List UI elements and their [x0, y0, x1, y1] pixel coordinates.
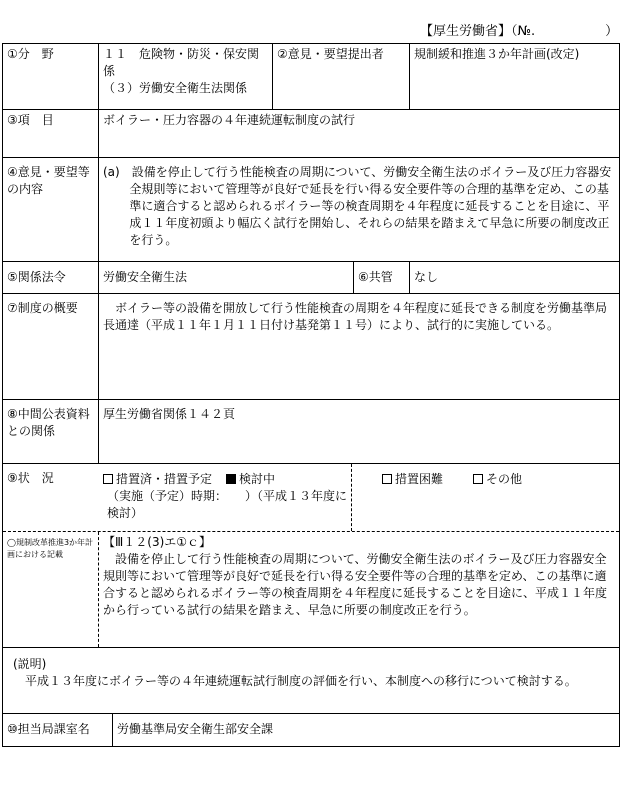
checkbox-difficult	[382, 474, 392, 484]
co-label: ⑥共管	[354, 262, 410, 293]
row-plan	[3, 532, 619, 648]
row-item	[3, 110, 619, 158]
system-value: ボイラー等の設備を開放して行う性能検査の周期を４年程度に延長できる制度を労働基準局長通達（平成１１年１月１１日付け基発第１１号）により、試行的に実施している。	[103, 301, 608, 332]
number-close: ）	[605, 24, 619, 39]
row-interim	[3, 400, 619, 464]
row-office	[3, 714, 619, 746]
option-other: その他	[473, 470, 522, 487]
submitter-value: 規制緩和推進３か年計画(改定)	[414, 47, 580, 61]
interim-value: 厚生労働省関係１４２頁	[103, 407, 236, 421]
item-label: ③項 目	[3, 110, 99, 157]
plan-label: ◯規制改革推進3か年計画における記載	[3, 532, 99, 647]
request-value: (a) 設備を停止して行う性能検査の周期について、労働安全衛生法のボイラー及び圧力容器安全規則等において管理等が良好で延長を行い得る安全要件等の合理的基準を定め、この基準に適合すると認められるボイラー等の検査周期を４年程度に延長することを目途に、平成１１年度初頭より幅広く試行を開始し、それらの結果を踏まえて早急に所要の制度改正を行う。	[103, 165, 612, 247]
form-table	[2, 43, 620, 747]
system-label: ⑦制度の概要	[3, 294, 99, 399]
explanation-value: 平成１３年度にボイラー等の４年連続運転試行制度の評価を行い、本制度への移行について検討する。	[25, 674, 577, 688]
submitter-label: ②意見・要望提出者	[273, 44, 410, 109]
row-explanation	[3, 648, 619, 714]
interim-label: ⑧中間公表資料との関係	[3, 400, 99, 463]
row-law	[3, 262, 619, 294]
number-label: （№.	[511, 24, 536, 39]
law-value: 労働安全衛生法	[99, 262, 354, 293]
row-status	[3, 464, 619, 532]
status-options	[99, 464, 619, 531]
plan-value: 設備を停止して行う性能検査の周期について、労働安全衛生法のボイラー及び圧力容器安全規則等において管理等が良好で延長を行い得る安全要件等の合理的基準を定め、この基準に適合すると認められるボイラー等の検査周期を４年程度に延長することを目途に、平成１１年度から行っている試行の結果を踏まえ、早急に所要の制度改正を行う。	[103, 552, 608, 617]
law-label: ⑤関係法令	[3, 262, 99, 293]
status-label: ⑨状 況	[7, 471, 54, 485]
field-label: ①分 野	[3, 44, 99, 109]
option-difficult: 措置困難	[382, 470, 443, 487]
explanation-title: (説明)	[13, 657, 47, 671]
checkbox-other	[473, 474, 483, 484]
field-value: １１ 危険物・防災・保安関係 （３）労働安全衛生法関係	[99, 44, 273, 109]
co-value: なし	[414, 270, 439, 284]
explanation-content	[3, 648, 619, 713]
office-value: 労働基準局安全衛生部安全課	[117, 722, 274, 736]
office-label: ⑩担当局課室名	[3, 714, 113, 746]
request-label: ④意見・要望等の内容	[3, 158, 99, 261]
plan-content	[99, 532, 619, 647]
item-value: ボイラー・圧力容器の４年連続運転制度の試行	[103, 113, 356, 127]
checkbox-done	[103, 474, 113, 484]
row-request	[3, 158, 619, 262]
checkbox-reviewing	[226, 474, 236, 484]
plan-ref: 【Ⅲ１２(3)エ①ｃ】	[103, 535, 212, 549]
schedule-text: （実施（予定）時期： ）（平成１３年度に検討）	[107, 489, 348, 520]
ministry-label: 【厚生労働省】	[420, 24, 512, 39]
row-system	[3, 294, 619, 400]
row-field	[3, 44, 619, 110]
page-header	[420, 20, 618, 39]
option-done: 措置済・措置予定	[103, 470, 212, 487]
option-reviewing: 検討中	[226, 470, 275, 487]
